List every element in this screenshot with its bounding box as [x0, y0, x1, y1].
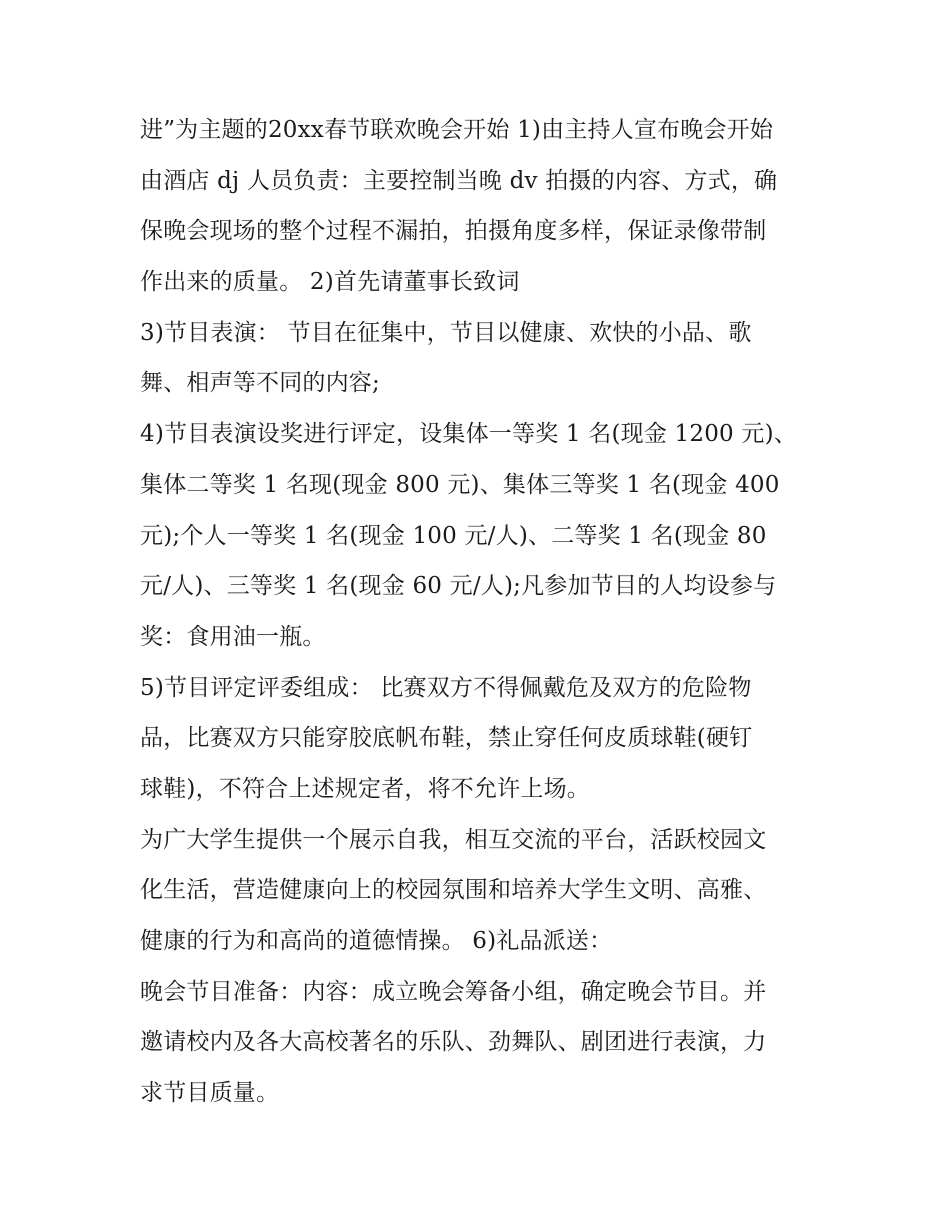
text-line: 5)节目评定评委组成： 比赛双方不得佩戴危及双方的危险物 [140, 674, 752, 701]
text-line: 邀请校内及各大高校著名的乐队、劲舞队、剧团进行表演，力 [140, 1029, 767, 1056]
text-line: 3)节目表演： 节目在征集中，节目以健康、欢快的小品、歌 [140, 319, 752, 346]
text-line: 求节目质量。 [140, 1080, 280, 1107]
text-line: 舞、相声等不同的内容; [140, 370, 380, 397]
text-line: 保晚会现场的整个过程不漏拍，拍摄角度多样，保证录像带制 [140, 218, 767, 245]
text-line: 为广大学生提供一个展示自我，相互交流的平台，活跃校园文 [140, 826, 767, 853]
text-line: 化生活，营造健康向上的校园氛围和培养大学生文明、高雅、 [140, 877, 767, 904]
document-body [140, 105, 820, 1119]
text-line: 元);个人一等奖 1 名(现金 100 元/人)、二等奖 1 名(现金 80 [140, 522, 767, 549]
text-line: 球鞋)，不符合上述规定者，将不允许上场。 [140, 775, 590, 802]
text-line: 奖：食用油一瓶。 [140, 623, 326, 650]
text-line: 4)节目表演设奖进行评定，设集体一等奖 1 名(现金 1200 元)、 [140, 421, 797, 448]
text-line: 由酒店 dj 人员负责：主要控制当晚 dv 拍摄的内容、方式，确 [140, 167, 778, 194]
text-line: 进”为主题的20xx春节联欢晚会开始 1)由主持人宣布晚会开始 [140, 117, 774, 143]
text-line: 集体二等奖 1 名现(现金 800 元)、集体三等奖 1 名(现金 400 [140, 471, 780, 498]
text-line: 作出来的质量。 2)首先请董事长致词 [140, 269, 520, 296]
text-line: 品，比赛双方只能穿胶底帆布鞋，禁止穿任何皮质球鞋(硬钉 [140, 725, 753, 752]
text-line: 晚会节目准备：内容：成立晚会筹备小组，确定晚会节目。并 [140, 978, 767, 1005]
text-line: 健康的行为和高尚的道德情操。 6)礼品派送： [140, 928, 613, 954]
text-line: 元/人)、三等奖 1 名(现金 60 元/人);凡参加节目的人均设参与 [140, 573, 777, 600]
